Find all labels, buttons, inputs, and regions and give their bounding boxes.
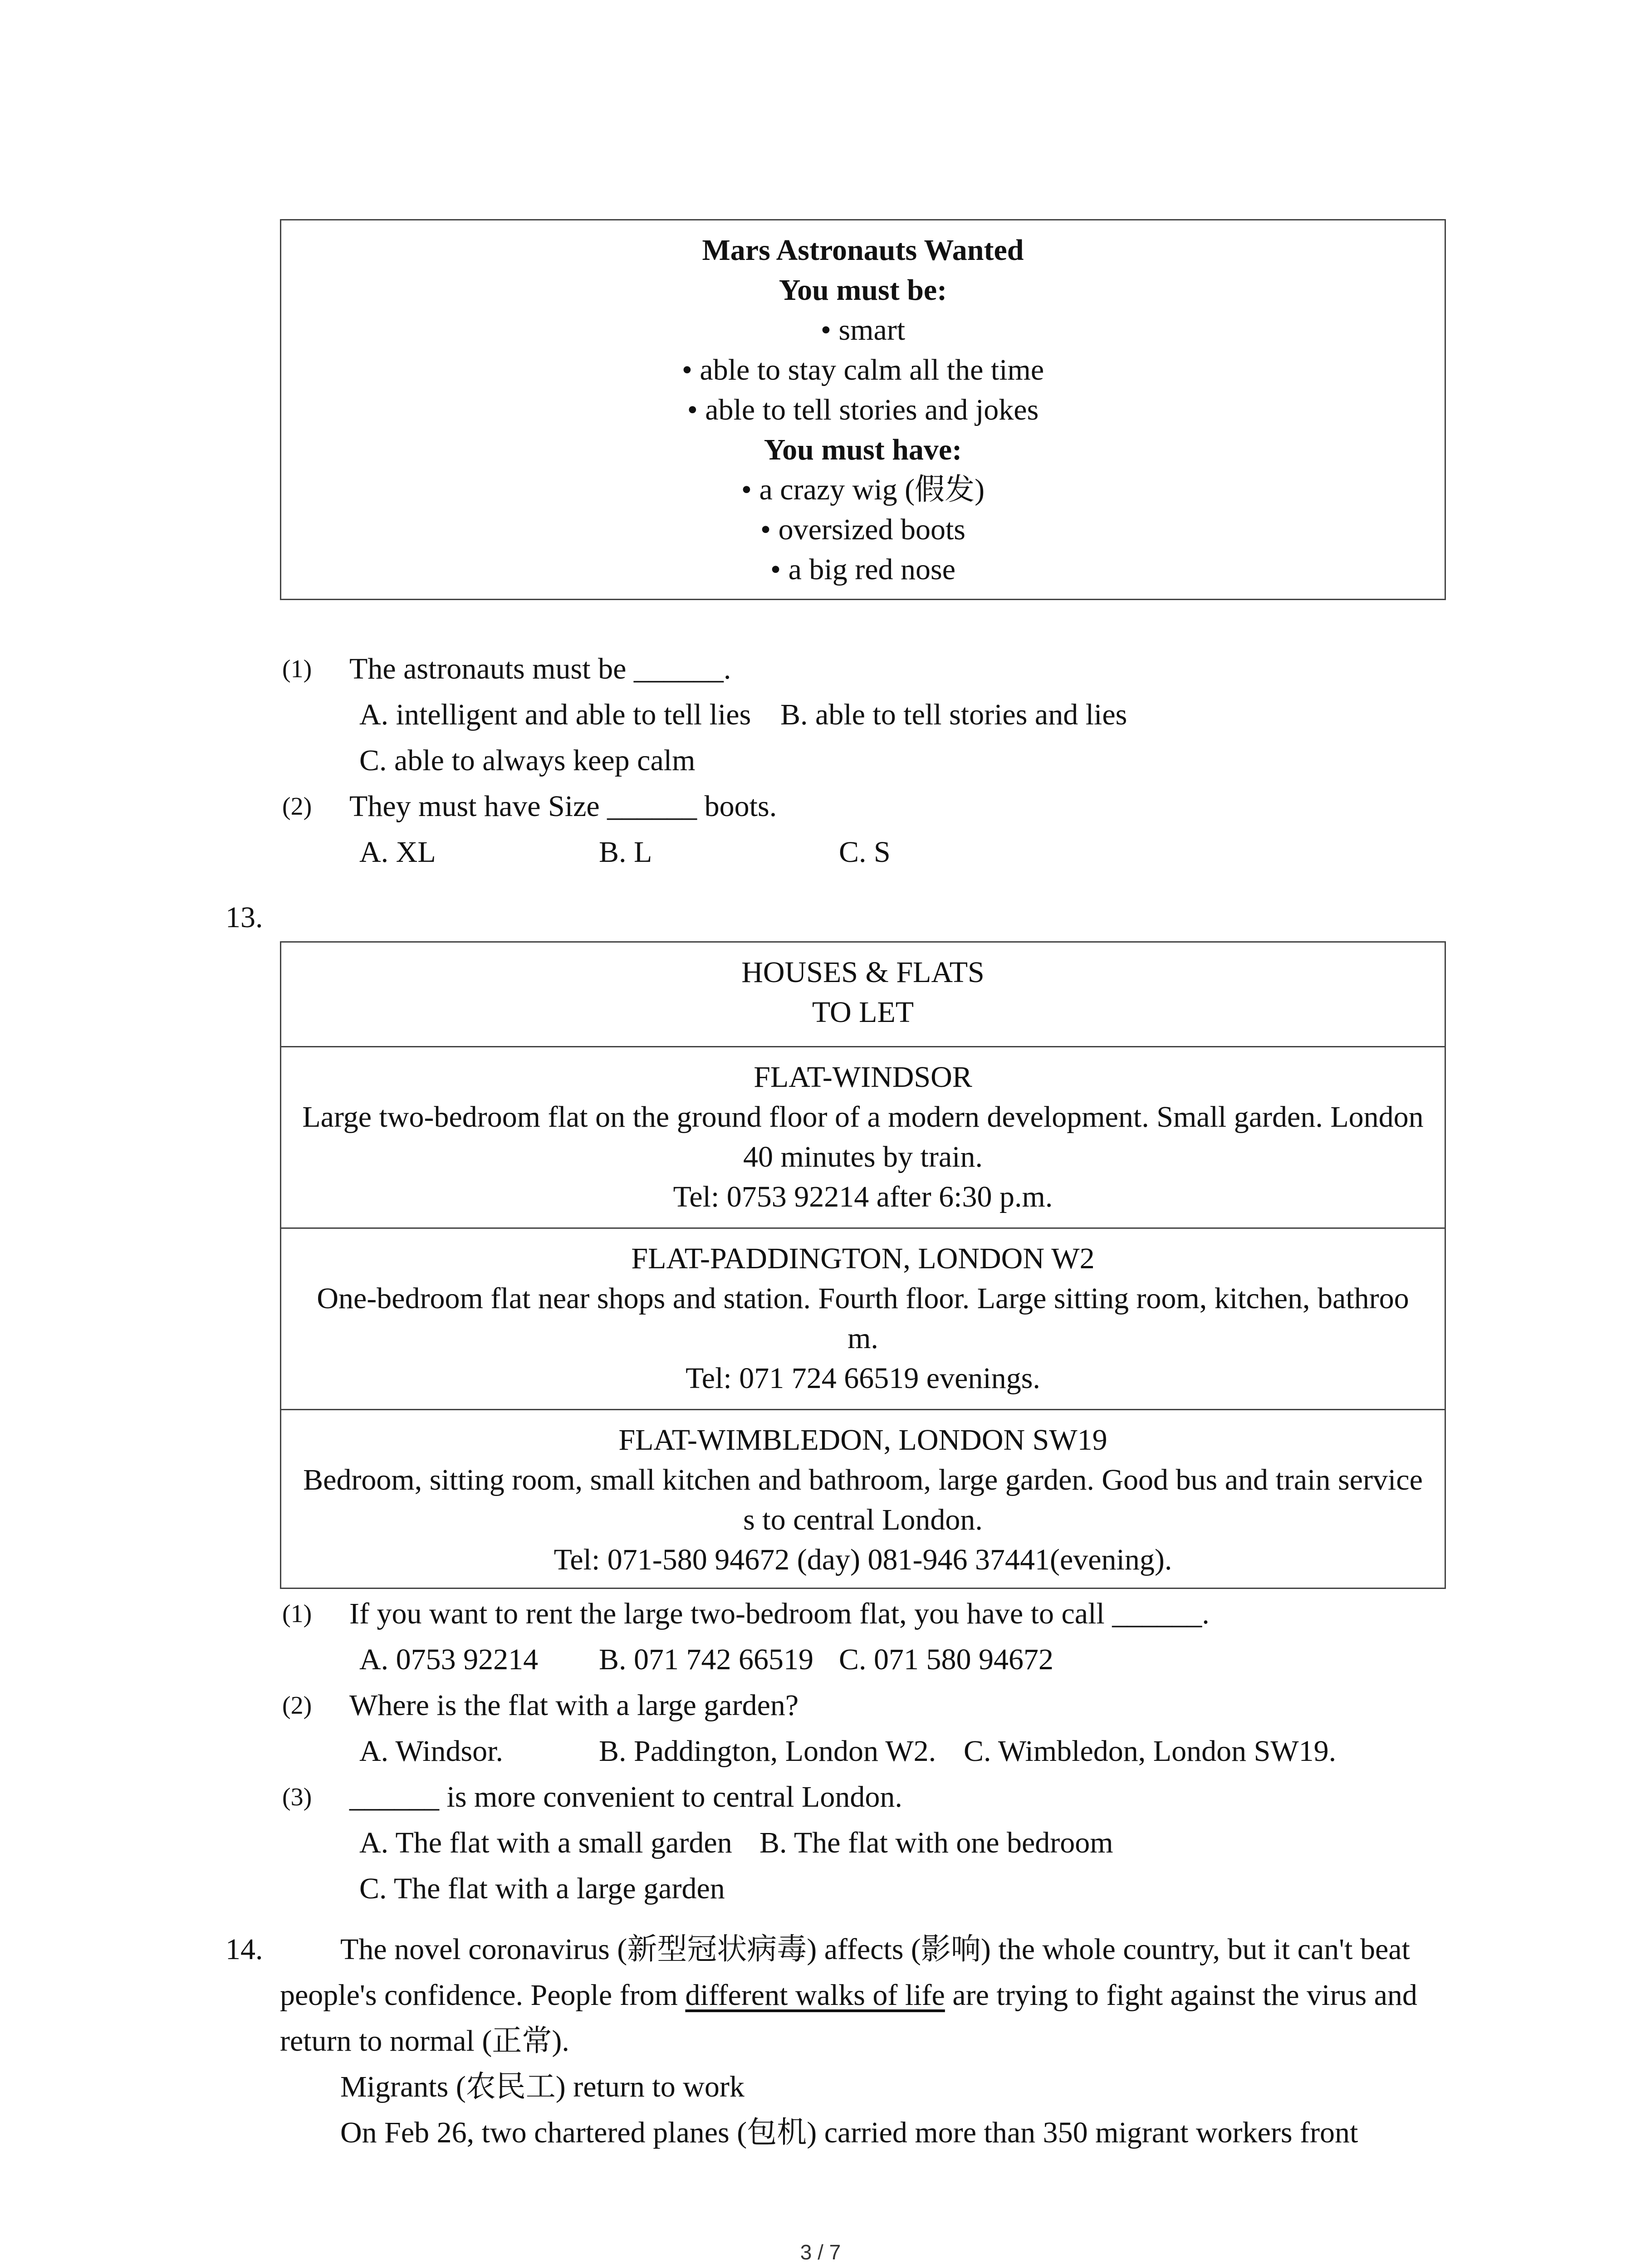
flat-desc: Bedroom, sitting room, small kitchen and bathroom, large garden. Good bus and train service	[303, 1463, 1423, 1496]
must-have-item: • a big red nose	[770, 553, 955, 586]
flat-desc: Large two-bedroom flat on the ground floor of a modern development. Small garden. London	[302, 1100, 1424, 1134]
question-number: (2)	[282, 792, 312, 821]
option-a[interactable]: A. The flat with a small garden	[359, 1826, 732, 1859]
question-number-14: 14.	[225, 1933, 263, 1966]
mars-ad-title: Mars Astronauts Wanted	[702, 234, 1024, 267]
option-b[interactable]: B. L	[599, 836, 652, 869]
question-number: (2)	[282, 1691, 312, 1720]
must-be-item: • able to stay calm all the time	[681, 353, 1044, 386]
flat-desc: 40 minutes by train.	[743, 1140, 983, 1173]
option-a[interactable]: A. XL	[359, 836, 436, 869]
must-be-item: • able to tell stories and jokes	[687, 393, 1039, 426]
passage-subheading: Migrants (农民工) return to work	[340, 2070, 745, 2103]
table-row-wimbledon	[281, 1409, 1445, 1589]
question-number-13: 13.	[225, 901, 263, 934]
table-header-line: TO LET	[812, 996, 914, 1029]
flat-title: FLAT-PADDINGTON, LONDON W2	[631, 1242, 1095, 1275]
table-row-windsor	[281, 1046, 1445, 1227]
question-stem: They must have Size ______ boots.	[349, 790, 777, 823]
question-stem: If you want to rent the large two-bedroom flat, you have to call ______.	[349, 1597, 1210, 1630]
page-number: 3 / 7	[800, 2240, 841, 2264]
question-number: (1)	[282, 655, 312, 683]
option-c[interactable]: C. able to always keep calm	[359, 744, 696, 777]
mars-ad-box	[280, 219, 1446, 600]
passage-line: return to normal (正常).	[280, 2024, 569, 2058]
flat-tel: Tel: 071-580 94672 (day) 081-946 37441(evening).	[554, 1543, 1172, 1576]
flat-desc: One-bedroom flat near shops and station. Fourth floor. Large sitting room, kitchen, bathroo	[317, 1282, 1409, 1315]
table-header	[281, 943, 1445, 1046]
must-have-item: • a crazy wig (假发)	[741, 473, 985, 506]
must-have-item: • oversized boots	[760, 513, 965, 546]
question-stem: Where is the flat with a large garden?	[349, 1689, 799, 1722]
question-stem: ______ is more convenient to central London.	[349, 1780, 902, 1813]
table-header-line: HOUSES & FLATS	[741, 956, 985, 989]
flat-title: FLAT-WIMBLEDON, LONDON SW19	[618, 1423, 1107, 1457]
passage-line: The novel coronavirus (新型冠状病毒) affects (影响) the whole country, but it can't beat	[340, 1933, 1410, 1966]
must-have-heading: You must have:	[764, 433, 962, 466]
option-b[interactable]: B. Paddington, London W2.	[599, 1735, 936, 1768]
passage-text: are trying to fight against the virus and	[945, 1979, 1417, 2012]
passage-line: On Feb 26, two chartered planes (包机) carried more than 350 migrant workers front	[340, 2116, 1358, 2149]
option-c[interactable]: C. Wimbledon, London SW19.	[964, 1735, 1337, 1768]
flat-desc: m.	[847, 1322, 878, 1355]
question-number: (1)	[282, 1600, 312, 1628]
flat-tel: Tel: 0753 92214 after 6:30 p.m.	[673, 1180, 1053, 1213]
flat-tel: Tel: 071 724 66519 evenings.	[686, 1362, 1040, 1395]
option-b[interactable]: B. The flat with one bedroom	[759, 1826, 1113, 1859]
flat-title: FLAT-WINDSOR	[754, 1061, 972, 1094]
passage-line	[280, 1972, 1417, 2018]
option-c[interactable]: C. The flat with a large garden	[359, 1872, 725, 1905]
underlined-phrase: different walks of life	[685, 1979, 945, 2012]
option-a[interactable]: A. Windsor.	[359, 1735, 503, 1768]
question-number: (3)	[282, 1783, 312, 1811]
option-c[interactable]: C. 071 580 94672	[839, 1643, 1054, 1676]
option-a[interactable]: A. intelligent and able to tell lies	[359, 698, 751, 731]
question-stem: The astronauts must be ______.	[349, 652, 731, 685]
option-c[interactable]: C. S	[839, 836, 891, 869]
option-b[interactable]: B. 071 742 66519	[599, 1643, 814, 1676]
passage-text: people's confidence. People from	[280, 1979, 686, 2012]
flat-desc: s to central London.	[743, 1503, 983, 1536]
option-a[interactable]: A. 0753 92214	[359, 1643, 539, 1676]
option-b[interactable]: B. able to tell stories and lies	[780, 698, 1127, 731]
must-be-item: • smart	[820, 313, 906, 347]
flats-table	[280, 941, 1446, 1589]
must-be-heading: You must be:	[779, 274, 947, 307]
table-row-paddington	[281, 1227, 1445, 1409]
